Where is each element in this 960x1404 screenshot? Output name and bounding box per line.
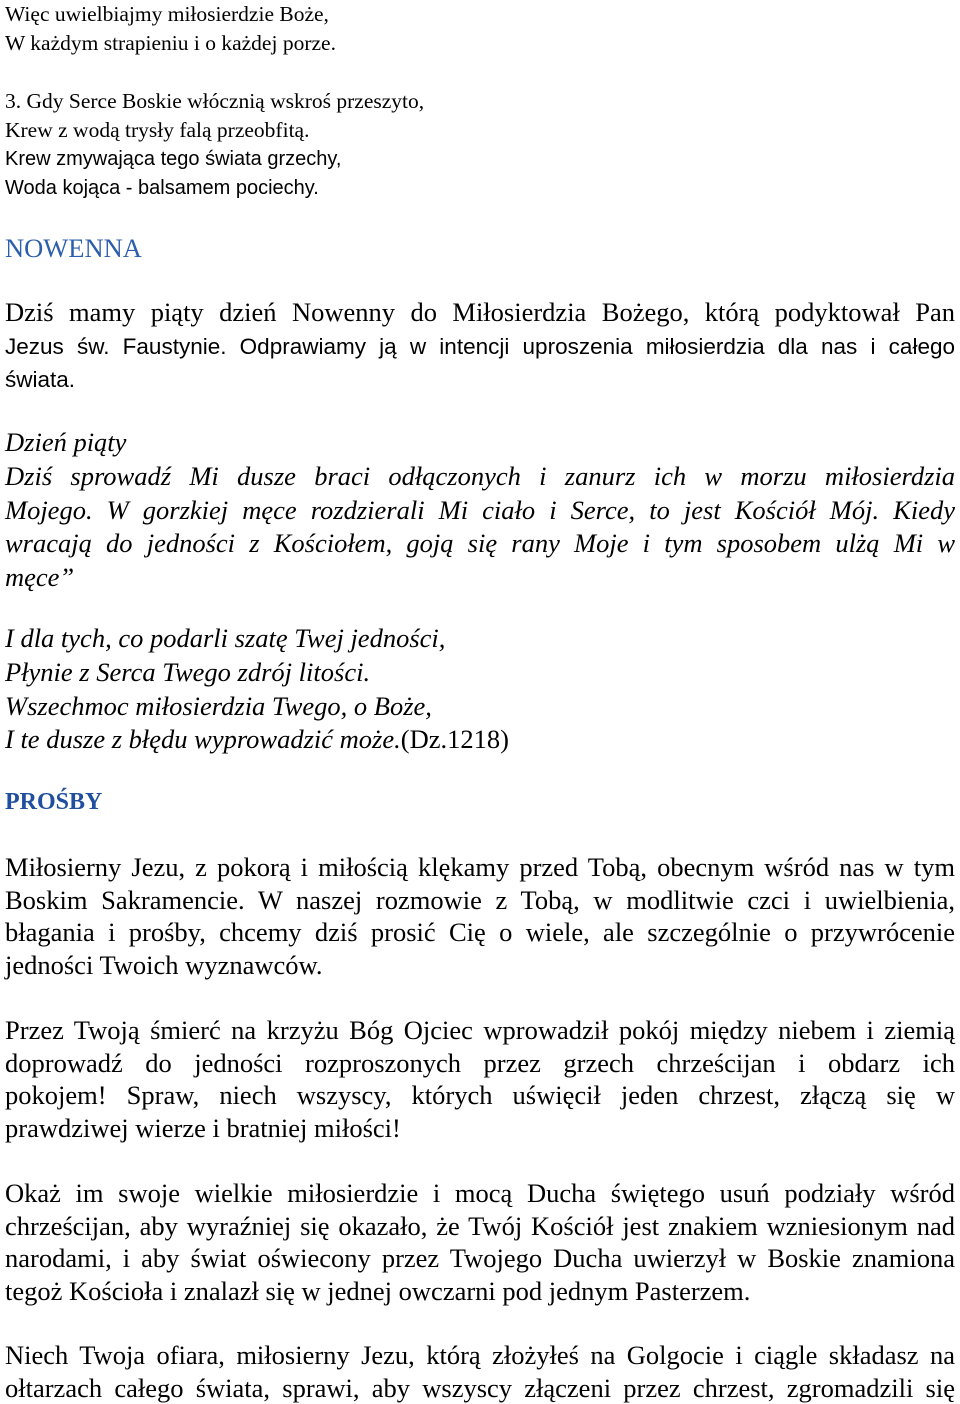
petitions-heading-text: PROŚBY <box>5 789 103 815</box>
prayer-line: Płynie z Serca Twego zdrój litości. <box>5 656 371 687</box>
petition-paragraph <box>5 851 955 982</box>
novena-intro-paragraph <box>5 296 955 397</box>
novena-heading-text: NOWENNA <box>5 233 142 263</box>
prayer-line: I dla tych, co podarli szatę Twej jedności, <box>5 623 446 653</box>
paragraph-line: ołtarzach całego świata, sprawi, aby wszyscy złączeni przez chrzest, zgromadzili się <box>5 1372 955 1403</box>
quote-line: Mojego. W gorzkiej męce rozdzierali Mi ciało i Serce, to jest Kościół Mój. Kiedy <box>5 494 955 525</box>
verse-line: Więc uwielbiajmy miłosierdzie Boże, <box>5 2 329 26</box>
quote-line: wracają do jedności z Kościołem, goją się rany Moje i tym sposobem ulżą Mi w <box>5 528 955 559</box>
prayer-verse <box>5 622 955 757</box>
stanza-gap <box>5 58 955 87</box>
verse-line: Krew z wodą trysły falą przeobfitą. <box>5 118 310 142</box>
paragraph-line: doprowadź do jedności rozproszonych przez grzech chrześcijan i obdarz ich <box>5 1047 955 1078</box>
paragraph-line: Przez Twoją śmierć na krzyżu Bóg Ojciec wprowadził pokój między niebem i ziemią <box>5 1015 955 1045</box>
hymn-verse <box>5 0 955 203</box>
verse-line: Krew zmywająca tego świata grzechy, <box>5 148 342 170</box>
paragraph-line: świata. <box>5 367 76 392</box>
prayer-line: Wszechmoc miłosierdzia Twego, o Boże, <box>5 690 432 721</box>
novena-heading <box>5 231 955 265</box>
citation: (Dz.1218) <box>400 724 509 755</box>
day-section <box>5 426 955 595</box>
paragraph-line: prawdziwej wierze i bratniej miłości! <box>5 1113 401 1144</box>
paragraph-line: Okaż im swoje wielkie miłosierdzie i mocą Ducha świętego usuń podziały wśród <box>5 1178 955 1208</box>
petition-paragraph <box>5 1339 955 1404</box>
quote-line: męce” <box>5 562 75 592</box>
paragraph-line: narodami, i aby świat oświecony przez Twojego Ducha uwierzył w Boskie znamiona <box>5 1243 955 1274</box>
petitions-heading <box>5 786 955 819</box>
prayer-line: I te dusze z błędu wyprowadzić może. <box>5 724 401 755</box>
paragraph-line: chrześcijan, aby wyraźniej się okazało, że Twój Kościół jest znakiem wzniesionym nad <box>5 1210 955 1241</box>
paragraph-line: jedności Twoich wyznawców. <box>5 950 323 981</box>
petition-paragraph <box>5 1014 955 1145</box>
paragraph-line: Niech Twoja ofiara, miłosierny Jezu, którą złożyłeś na Golgocie i ciągle składasz na <box>5 1340 955 1370</box>
petition-paragraph <box>5 1177 955 1308</box>
paragraph-line: Boskim Sakramencie. W naszej rozmowie z Tobą, w modlitwie czci i uwielbienia, <box>5 884 955 915</box>
paragraph-line: Miłosierny Jezu, z pokorą i miłością klękamy przed Tobą, obecnym wśród nas w tym <box>5 852 955 882</box>
paragraph-line: Jezus św. Faustynie. Odprawiamy ją w intencji uproszenia miłosierdzia dla nas i całego <box>5 333 955 359</box>
paragraph-line: błagania i prośby, chcemy dziś prosić Cię o wiele, ale szczególnie o przywrócenie <box>5 917 955 948</box>
verse-line: W każdym strapieniu i o każdej porze. <box>5 31 336 55</box>
paragraph-line: pokojem! Spraw, niech wszyscy, których uświęcił jeden chrzest, złączą się w <box>5 1080 955 1111</box>
verse-line: Woda kojąca - balsamem pociechy. <box>5 177 319 199</box>
day-title: Dzień piąty <box>5 427 127 457</box>
prayer-line-with-citation <box>5 723 955 757</box>
verse-line: 3. Gdy Serce Boskie włócznią wskroś przeszyto, <box>5 89 425 113</box>
quote-line: Dziś sprowadź Mi dusze braci odłączonych i zanurz ich w morzu miłosierdzia <box>5 460 955 491</box>
paragraph-line: Dziś mamy piąty dzień Nowenny do Miłosierdzia Bożego, którą podyktował Pan <box>5 297 955 327</box>
paragraph-line: tegoż Kościoła i znalazł się w jednej owczarni pod jednym Pasterzem. <box>5 1276 751 1307</box>
